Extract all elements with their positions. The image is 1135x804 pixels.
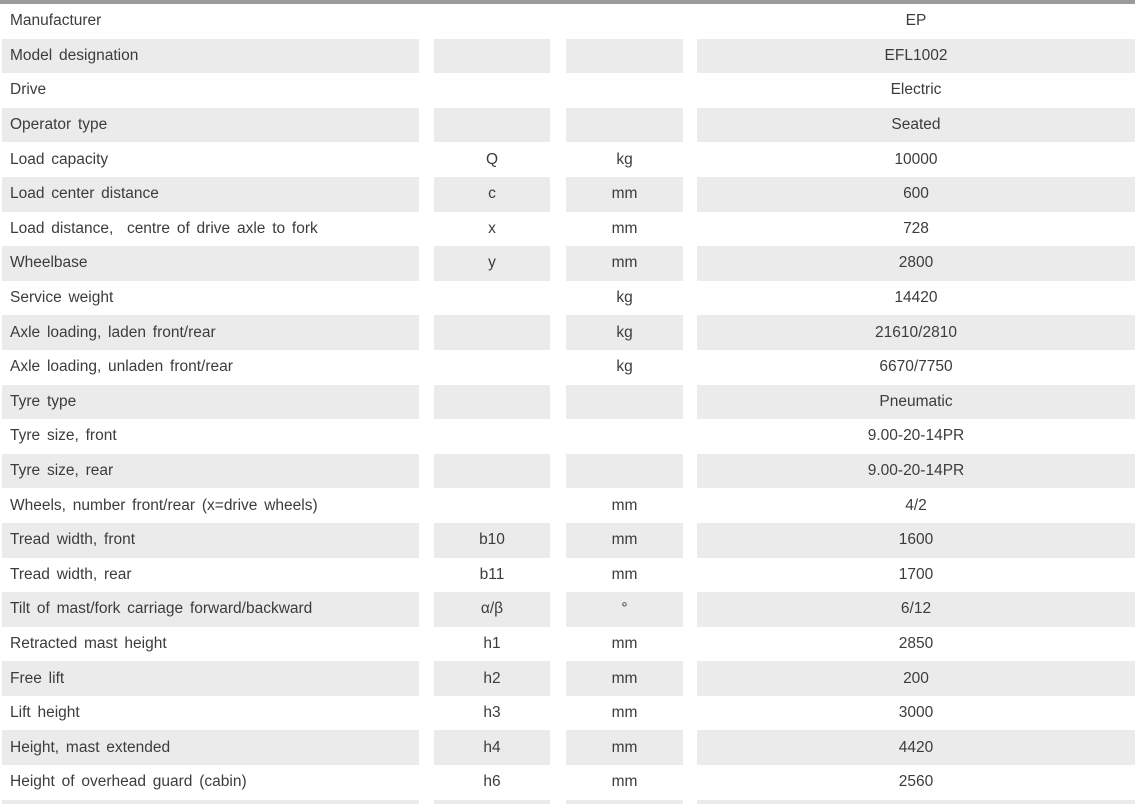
parameter-label: Tyre size, rear [2,454,419,489]
parameter-label: Manufacturer [10,12,102,30]
unit-cell: mm [611,219,638,237]
symbol-cell: b10 [434,523,550,558]
value-cell: 200 [697,661,1135,696]
parameter-label: Service weight [10,289,114,307]
value-cell: Seated [697,108,1135,143]
unit-cell [566,73,683,108]
unit-cell: mm [566,661,683,696]
parameter-label: Tyre type [2,385,419,420]
unit-cell: mm [611,773,638,791]
unit-cell [566,39,683,74]
parameter-label: Axle loading, laden front/rear [2,315,419,350]
table-row [0,315,1135,350]
unit-cell: kg [616,289,633,307]
symbol-cell [434,454,550,489]
symbol-cell: h4 [434,730,550,765]
table-row [0,108,1135,143]
parameter-label: Wheels, number front/rear (x=drive wheels) [10,496,318,514]
table-row [0,488,1135,523]
table-row [0,696,1135,731]
parameter-label: Height, mast extended [2,730,419,765]
symbol-cell [434,488,550,523]
unit-cell: mm [566,177,683,212]
symbol-cell [434,315,550,350]
symbol-cell: y [434,246,550,281]
symbol-cell [434,281,550,316]
table-row [0,73,1135,108]
parameter-label: Wheelbase [2,246,419,281]
table-row [0,661,1135,696]
value-cell: 1700 [898,565,934,583]
parameter-label: Axle loading, unladen front/rear [10,358,233,376]
value-cell: Pneumatic [697,385,1135,420]
parameter-label: Load center distance [2,177,419,212]
table-row [0,177,1135,212]
symbol-cell [434,800,550,804]
unit-cell: mm [566,730,683,765]
value-cell: 2850 [898,634,934,652]
table-row [0,281,1135,316]
unit-cell: mm [611,496,638,514]
value-cell: 14420 [894,289,938,307]
parameter-label: Tyre size, front [10,427,117,445]
table-row [0,454,1135,489]
value-cell: 4/2 [905,496,927,514]
parameter-label: Lift height [10,704,80,722]
unit-cell: mm [611,634,638,652]
value-cell: 3000 [898,704,934,722]
value-cell: 6670/7750 [879,358,953,376]
value-cell: 21610/2810 [697,315,1135,350]
table-row [0,730,1135,765]
table-row [0,765,1135,800]
unit-cell [566,385,683,420]
symbol-cell: α/β [434,592,550,627]
table-row [0,4,1135,39]
symbol-cell: c [434,177,550,212]
symbol-cell [434,385,550,420]
parameter-label: Free lift [2,661,419,696]
parameter-label [2,800,419,804]
table-body [0,4,1135,804]
value-cell: 9.00-20-14PR [697,454,1135,489]
value-cell: 4420 [697,730,1135,765]
symbol-cell [434,4,550,39]
symbol-cell: h1 [483,634,501,652]
table-row [0,212,1135,247]
unit-cell: mm [566,523,683,558]
unit-cell: mm [611,565,638,583]
value-cell: 9.00-20-14PR [867,427,965,445]
parameter-label: Load distance, centre of drive axle to fork [10,219,318,237]
unit-cell [566,4,683,39]
symbol-cell: b11 [479,565,505,583]
table-row [0,142,1135,177]
value-cell: 2800 [697,246,1135,281]
parameter-label: Tread width, rear [10,565,132,583]
unit-cell: kg [616,358,633,376]
symbol-cell [434,39,550,74]
symbol-cell [434,73,550,108]
unit-cell: ° [566,592,683,627]
unit-cell: kg [566,315,683,350]
symbol-cell: Q [485,150,499,168]
symbol-cell: h2 [434,661,550,696]
parameter-label: Drive [10,81,47,99]
parameter-label: Height of overhead guard (cabin) [10,773,247,791]
parameter-label: Retracted mast height [10,634,167,652]
unit-cell [566,419,683,454]
parameter-label: Operator type [2,108,419,143]
value-cell: Electric [890,81,942,99]
value-cell: 600 [697,177,1135,212]
unit-cell: mm [611,704,638,722]
value-cell: EFL1002 [697,39,1135,74]
parameter-label: Model designation [2,39,419,74]
unit-cell [566,454,683,489]
table-row [0,523,1135,558]
table-row [0,800,1135,804]
unit-cell [566,108,683,143]
unit-cell [566,800,683,804]
value-cell: 6/12 [697,592,1135,627]
symbol-cell [434,419,550,454]
value-cell: 1600 [697,523,1135,558]
table-row [0,246,1135,281]
unit-cell: kg [616,150,633,168]
symbol-cell: h6 [483,773,501,791]
symbol-cell [434,350,550,385]
value-cell: EP [905,12,927,30]
table-row [0,627,1135,662]
value-cell: 10000 [894,150,938,168]
parameter-label: Load capacity [10,150,109,168]
table-row [0,558,1135,593]
symbol-cell: x [488,219,496,237]
table-row [0,592,1135,627]
parameter-label: Tread width, front [2,523,419,558]
value-cell: 728 [903,219,929,237]
table-row [0,350,1135,385]
value-cell: 2560 [898,773,934,791]
parameter-label: Tilt of mast/fork carriage forward/backward [2,592,419,627]
symbol-cell [434,108,550,143]
unit-cell: mm [566,246,683,281]
table-row [0,39,1135,74]
value-cell [697,800,1135,804]
table-row [0,385,1135,420]
symbol-cell: h3 [483,704,501,722]
table-row [0,419,1135,454]
